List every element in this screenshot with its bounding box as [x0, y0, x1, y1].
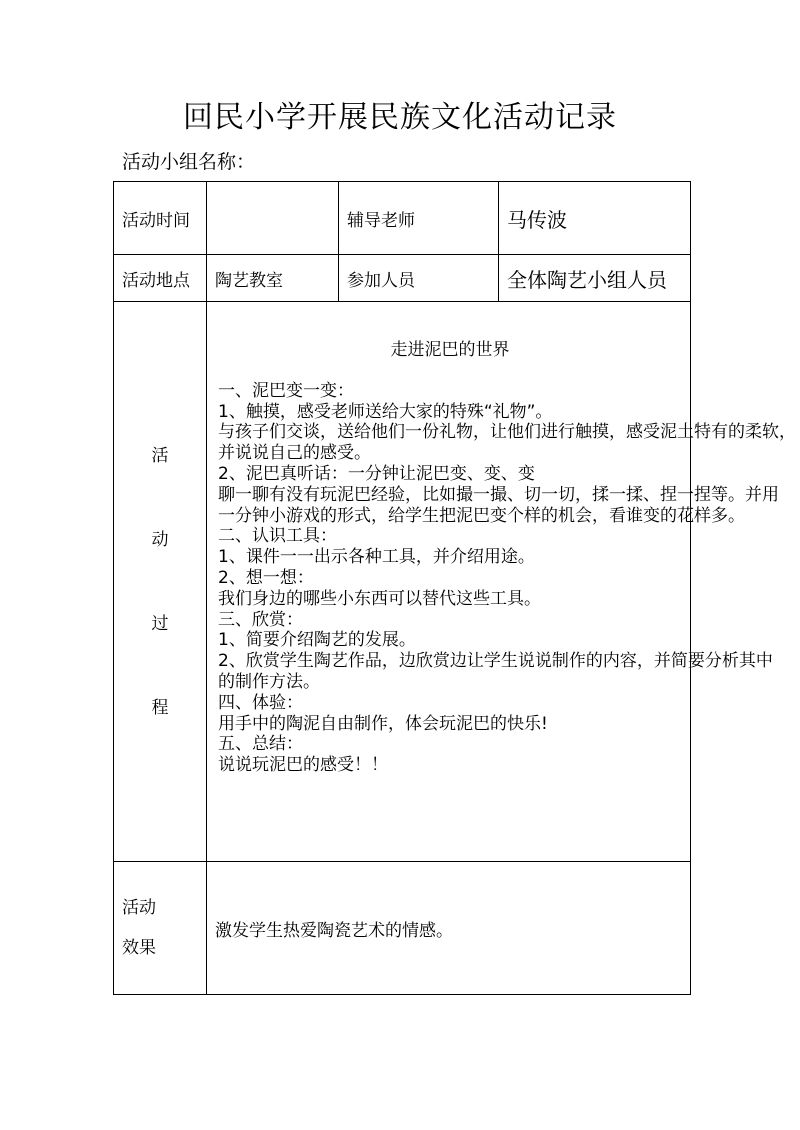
process-label-char: 过: [151, 613, 169, 634]
effect-label-line: 效果: [122, 938, 156, 958]
table-row-effect: [114, 862, 691, 995]
teacher-label: 辅导老师: [347, 210, 415, 231]
participants-value-cell: [499, 255, 691, 302]
teacher-label-cell: [339, 182, 499, 255]
participants-label: 参加人员: [347, 270, 415, 291]
process-line: 的制作方法。: [218, 671, 320, 692]
location-label: 活动地点: [122, 270, 190, 291]
process-heading: 走进泥巴的世界: [390, 340, 510, 360]
process-label-char: 动: [151, 529, 169, 550]
process-line: 五、总结：: [218, 734, 303, 755]
process-line: 1、课件一一出示各种工具，并介绍用途。: [218, 547, 535, 568]
process-line: 2、泥巴真听话：一分钟让泥巴变、变、变: [218, 463, 535, 484]
process-line: 1、触摸，感受老师送给大家的特殊“礼物”。: [218, 401, 553, 422]
process-label-char: 程: [151, 697, 169, 718]
participants-value: 全体陶艺小组人员: [507, 267, 667, 292]
effect-label-cell: [114, 862, 207, 995]
process-line: 与孩子们交谈，送给他们一份礼物，让他们进行触摸，感受泥土特有的柔软，: [218, 422, 796, 443]
teacher-value-cell: [499, 182, 691, 255]
process-line: 2、欣赏学生陶艺作品，边欣赏边让学生说说制作的内容，并简要分析其中: [218, 651, 773, 672]
location-value-cell: [207, 255, 339, 302]
process-line: 二、认识工具：: [218, 526, 337, 547]
process-label-char: 活: [151, 445, 169, 466]
process-line: 2、想一想：: [218, 567, 314, 588]
time-value-cell: [207, 182, 339, 255]
process-line: 用手中的陶泥自由制作，体会玩泥巴的快乐!: [218, 713, 548, 734]
time-label: 活动时间: [122, 210, 190, 231]
process-line: 一、泥巴变一变：: [218, 380, 354, 401]
process-lines: [218, 380, 796, 776]
activity-record-table: [113, 181, 796, 995]
process-line: 四、体验：: [218, 692, 303, 713]
process-line: 1、简要介绍陶艺的发展。: [218, 630, 416, 651]
process-line: 说说玩泥巴的感受！！: [218, 755, 388, 776]
process-line: 我们身边的哪些小东西可以替代这些工具。: [218, 588, 541, 609]
teacher-value: 马传波: [507, 207, 567, 232]
location-label-cell: [114, 255, 207, 302]
document-title: 回民小学开展民族文化活动记录: [183, 100, 617, 135]
table-row-time-teacher: [114, 182, 691, 255]
effect-label-line: 活动: [122, 898, 156, 918]
process-line: 一分钟小游戏的形式，给学生把泥巴变个样的机会，看谁变的花样多。: [218, 505, 745, 526]
process-line: 三、欣赏：: [218, 609, 303, 630]
effect-value-cell: [207, 862, 691, 995]
effect-value: 激发学生热爱陶瓷艺术的情感。: [215, 920, 453, 941]
process-line: 聊一聊有没有玩泥巴经验，比如撮一撮、切一切，揉一揉、捏一捏等。并用: [218, 484, 779, 505]
time-label-cell: [114, 182, 207, 255]
participants-label-cell: [339, 255, 499, 302]
process-content-cell: [207, 302, 796, 862]
table-row-process: [114, 302, 691, 862]
group-name-label: 活动小组名称：: [122, 151, 256, 173]
table-row-location-participants: [114, 255, 691, 302]
location-value: 陶艺教室: [215, 270, 283, 291]
process-line: 并说说自己的感受。: [218, 443, 371, 464]
process-label-cell: [114, 302, 207, 862]
